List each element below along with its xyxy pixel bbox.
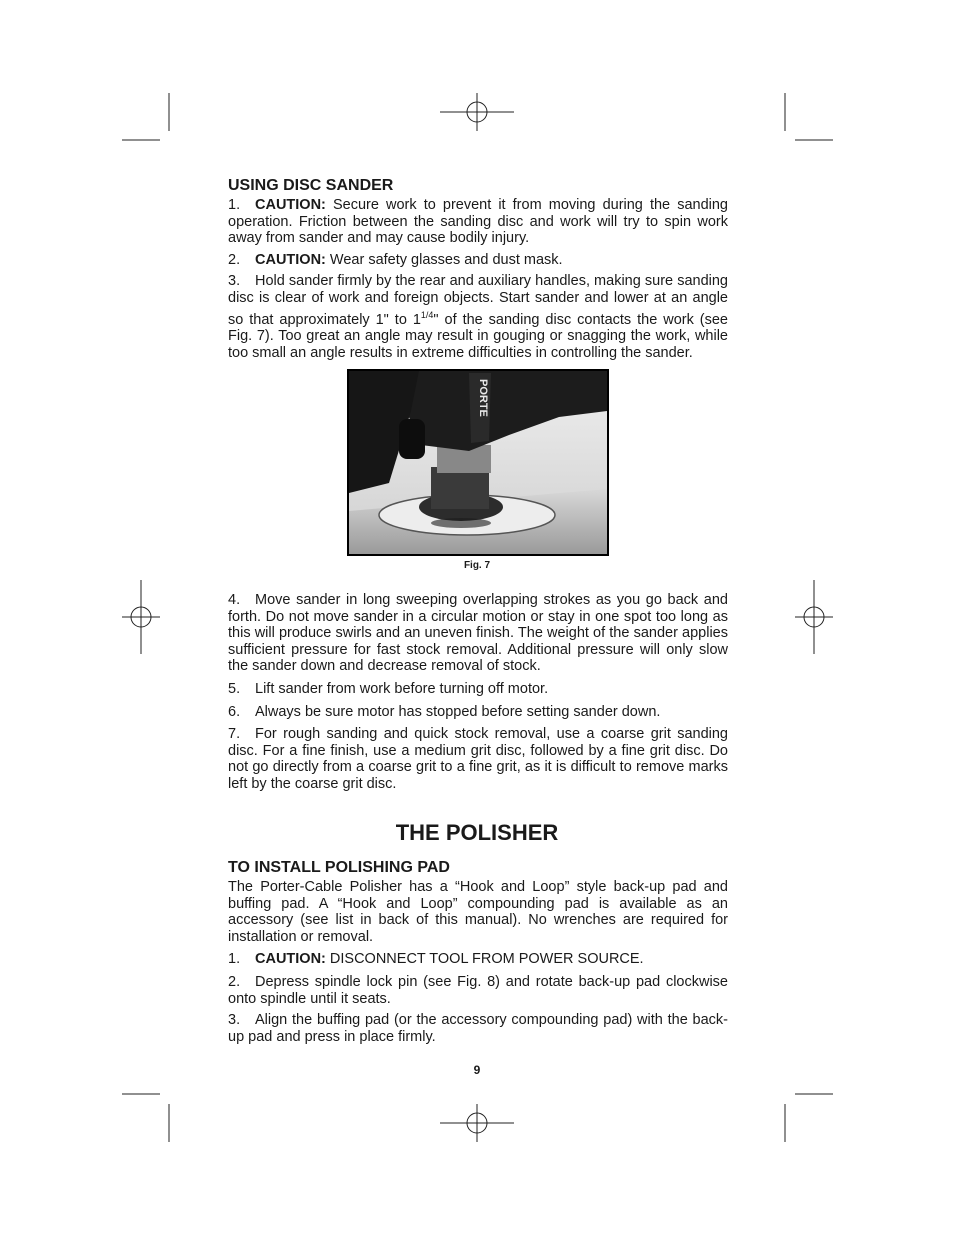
item-text: Align the buffing pad (or the accessory compounding pad) with the back-up pad and press in place firmly. bbox=[228, 1012, 728, 1045]
install-step-1 bbox=[228, 951, 728, 968]
instruction-item-7 bbox=[228, 726, 728, 792]
intro-paragraph: The Porter-Cable Polisher has a “Hook and Loop” style back-up pad and buffing pad. A “Hook and Loop” compounding pad is available as an accessory (see list in back of this manual). No wrenches are required for installation or removal. bbox=[228, 879, 728, 945]
fraction: 1/4 bbox=[420, 309, 434, 320]
caution-label: CAUTION: bbox=[255, 951, 326, 968]
item-text: Always be sure motor has stopped before setting sander down. bbox=[255, 703, 661, 720]
page-title: THE POLISHER bbox=[395, 820, 559, 845]
polishing-pad-section bbox=[228, 858, 728, 1045]
item-number: 1. bbox=[228, 951, 241, 968]
disc-sander-section-cont bbox=[228, 592, 728, 793]
install-step-3 bbox=[228, 1012, 728, 1045]
item-text: For rough sanding and quick stock removal, use a coarse grit sanding disc. For a fine finish, use a medium grit disc, followed by a fine grit disc. Do not go directly from a coarse grit to a fine grit, as it is difficult to remove marks left by the coarse grit disc. bbox=[228, 726, 728, 792]
caution-label: CAUTION: bbox=[255, 251, 326, 268]
section-heading: USING DISC SANDER bbox=[228, 177, 394, 194]
item-number: 6. bbox=[228, 703, 241, 720]
item-text: Move sander in long sweeping overlapping strokes as you go back and forth. Do not move sander in a circular motion or stay in one spot too long as this will produce swirls and an uneven finish. The weight of the sander applies sufficient pressure for fast stock removal. Additional pressure will only slow the sander down and decrease removal of stock. bbox=[228, 592, 728, 675]
instruction-item-1 bbox=[228, 197, 728, 247]
figure-caption: Fig. 7 bbox=[463, 560, 491, 571]
item-number: 3. bbox=[228, 273, 241, 290]
tool-brand-text: PORTE bbox=[477, 379, 489, 417]
item-text: Depress spindle lock pin (see Fig. 8) and rotate back-up pad clockwise onto spindle until it seats. bbox=[228, 973, 728, 1007]
item-text: Lift sander from work before turning off motor. bbox=[255, 680, 549, 697]
instruction-item-3 bbox=[228, 273, 728, 361]
section-heading: TO INSTALL POLISHING PAD bbox=[228, 859, 450, 876]
item-number: 4. bbox=[228, 592, 241, 608]
item-text: Hold sander firmly by the rear and auxiliary handles, making sure sanding disc is clear of work and foreign objects. Start sander and lower at an angle so that approximately 1" to 1 bbox=[228, 273, 728, 328]
item-number: 2. bbox=[228, 973, 241, 990]
item-number: 3. bbox=[228, 1012, 241, 1029]
item-text: Secure work to prevent it from moving during the sanding operation. Friction between the sanding disc and work will try to spin work away from sander and may cause bodily injury. bbox=[228, 197, 728, 247]
disc-sander-section bbox=[228, 176, 728, 361]
item-number: 5. bbox=[228, 680, 241, 697]
item-text-cont: " of the sanding disc contacts the work (see Fig. 7). Too great an angle may result in gouging or snagging the work, while too small an angle results in extreme difficulties in controlling the sander. bbox=[228, 311, 728, 361]
instruction-item-5 bbox=[228, 681, 728, 698]
item-number: 7. bbox=[228, 726, 241, 743]
item-number: 2. bbox=[228, 251, 241, 268]
item-text: Wear safety glasses and dust mask. bbox=[325, 251, 563, 268]
item-number: 1. bbox=[228, 197, 241, 213]
instruction-item-4 bbox=[228, 592, 728, 675]
item-text: DISCONNECT TOOL FROM POWER SOURCE. bbox=[325, 951, 644, 968]
install-step-2 bbox=[228, 974, 728, 1007]
instruction-item-6 bbox=[228, 704, 728, 721]
caution-label: CAUTION: bbox=[255, 197, 326, 213]
page-number: 9 bbox=[473, 1063, 481, 1077]
instruction-item-2 bbox=[228, 252, 728, 269]
figure-7-photo bbox=[347, 369, 609, 556]
